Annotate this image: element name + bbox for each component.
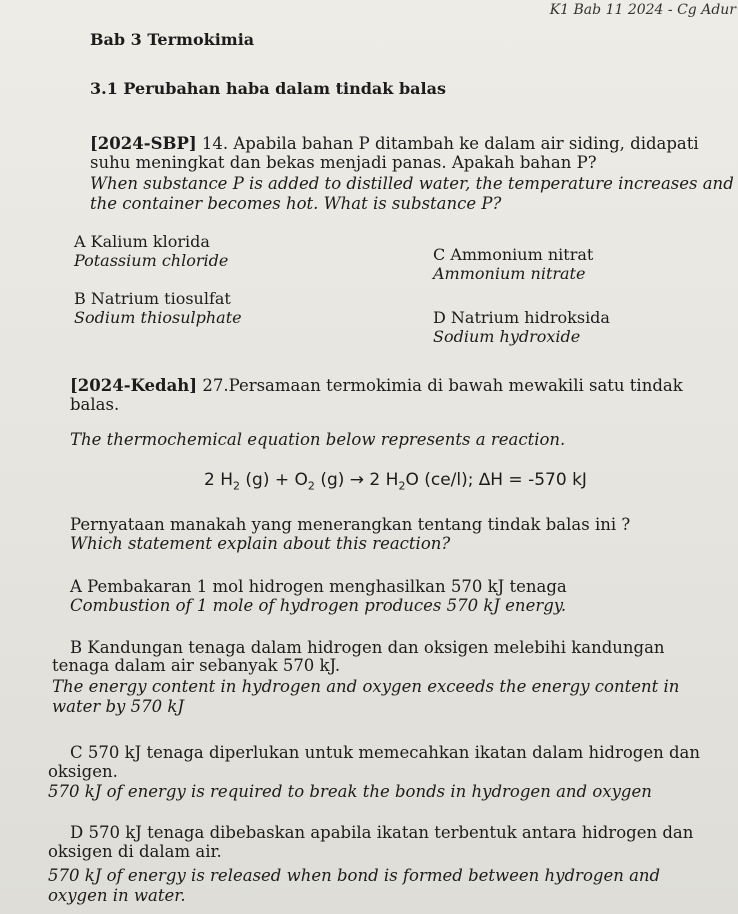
q1-option-b-en: Sodium thiosulphate bbox=[74, 308, 242, 327]
q1-option-c-en: Ammonium nitrate bbox=[433, 264, 586, 283]
thermochemical-equation: 2 $H_2$ $(g) + O_2$ (g) → 2 $H_2O$ (ce/l); ∆H = -570 kJ bbox=[204, 470, 587, 493]
q1-line1 bbox=[90, 134, 699, 153]
page-header: K1 Bab 11 2024 - Cg Adur bbox=[549, 2, 736, 18]
q2-line1 bbox=[70, 376, 683, 395]
q1-option-d-en: Sodium hydroxide bbox=[433, 327, 581, 346]
q2-option-c-2: oksigen. bbox=[48, 762, 118, 781]
q1-text-en-1: When substance P is added to distilled water, the temperature increases and bbox=[90, 174, 734, 193]
q2-text-1: 27.Persamaan termokimia di bawah mewakili satu tindak bbox=[197, 376, 683, 395]
q2-option-d-en: 570 kJ of energy is released when bond is formed between hydrogen and bbox=[48, 866, 661, 885]
q1-option-b: B Natrium tiosulfat bbox=[74, 289, 231, 308]
q1-option-a: A Kalium klorida bbox=[74, 232, 210, 251]
q2-option-c-en: 570 kJ of energy is required to break the bonds in hydrogen and oxygen bbox=[48, 782, 652, 801]
q2-option-a-en: Combustion of 1 mole of hydrogen produces 570 kJ energy. bbox=[70, 596, 567, 615]
q1-text-en-2: the container becomes hot. What is substance P? bbox=[90, 194, 502, 213]
q1-option-a-en: Potassium chloride bbox=[74, 251, 229, 270]
q2-tag: [2024-Kedah] bbox=[70, 376, 198, 395]
q2-text-en: The thermochemical equation below represents a reaction. bbox=[70, 430, 566, 449]
q2-option-b-2: tenaga dalam air sebanyak 570 kJ. bbox=[52, 656, 341, 675]
q1-tag: [2024-SBP] bbox=[90, 134, 197, 153]
chapter-title: Bab 3 Termokimia bbox=[90, 30, 255, 49]
q2-option-a: A Pembakaran 1 mol hidrogen menghasilkan 570 kJ tenaga bbox=[70, 577, 567, 596]
q1-option-d: D Natrium hidroksida bbox=[433, 308, 610, 327]
q1-text-ms-2: suhu meningkat dan bekas menjadi panas. Apakah bahan P? bbox=[90, 153, 597, 172]
q2-option-d-en-2: oxygen in water. bbox=[48, 886, 186, 905]
q2-text-2: balas. bbox=[70, 395, 120, 414]
q2-ask-en: Which statement explain about this reaction? bbox=[70, 534, 451, 553]
q2-option-d: D 570 kJ tenaga dibebaskan apabila ikatan terbentuk antara hidrogen dan bbox=[70, 823, 694, 842]
q2-option-d-2: oksigen di dalam air. bbox=[48, 842, 222, 861]
section-title: 3.1 Perubahan haba dalam tindak balas bbox=[90, 79, 446, 98]
q2-ask-ms: Pernyataan manakah yang menerangkan tentang tindak balas ini ? bbox=[70, 515, 631, 534]
q1-text-ms-1: 14. Apabila bahan P ditambah ke dalam air siding, didapati bbox=[196, 134, 699, 153]
q2-option-b-en-2: water by 570 kJ bbox=[52, 697, 184, 716]
q1-option-c: C Ammonium nitrat bbox=[433, 245, 594, 264]
q2-option-b: B Kandungan tenaga dalam hidrogen dan oksigen melebihi kandungan bbox=[70, 638, 665, 657]
q2-option-b-en: The energy content in hydrogen and oxygen exceeds the energy content in bbox=[52, 677, 680, 696]
q2-option-c: C 570 kJ tenaga diperlukan untuk memecahkan ikatan dalam hidrogen dan bbox=[70, 743, 700, 762]
